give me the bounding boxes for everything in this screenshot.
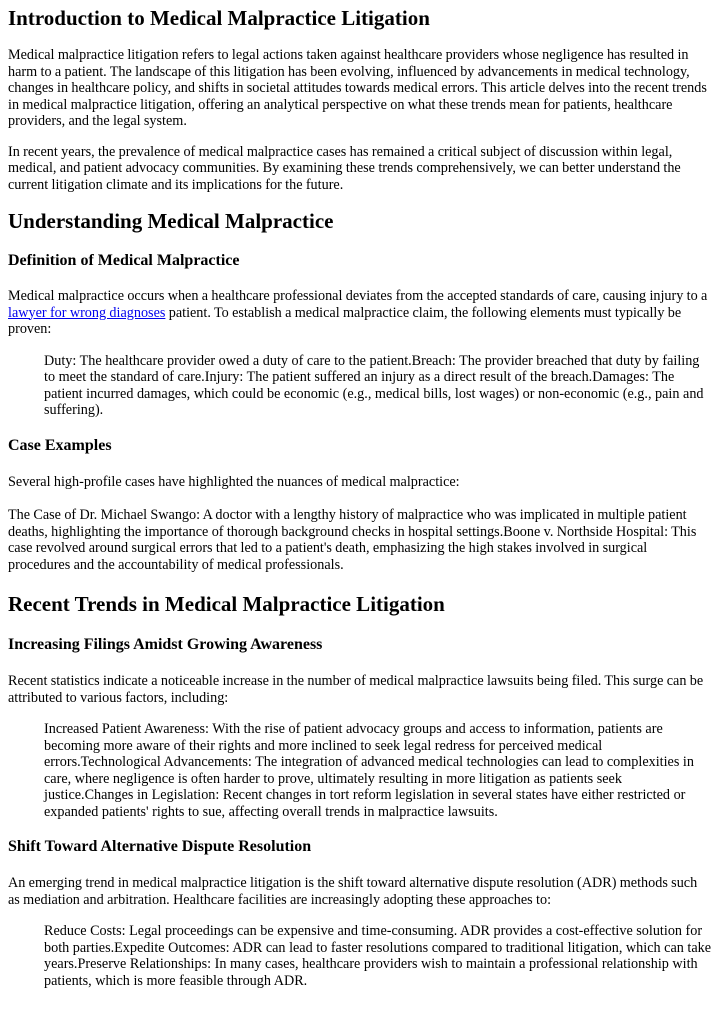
subheading-adr: Shift Toward Alternative Dispute Resolution <box>8 838 312 855</box>
intro-paragraph-1: Medical malpractice litigation refers to legal actions taken against healthcare providers whose negligence has resulted in harm to a patient. The landscape of this litigation has been evolving, influenced by advancements in medical technology, changes in healthcare policy, and shifts in societal attitudes towards medical errors. This article delves into the recent trends in medical malpractice litigation, offering an analytical perspective on what these trends mean for patients, healthcare providers, and the legal system. <box>8 47 707 129</box>
case-examples-list: The Case of Dr. Michael Swango: A doctor with a lengthy history of malpractice who was implicated in multiple patient deaths, highlighting the importance of thorough background checks in hospital settings.Boone v. Northside Hospital: This case revolved around surgical errors that led to a patient's death, emphasizing the high stakes involved in surgical procedures and the accountability of medical professionals. <box>8 507 697 573</box>
adr-benefits-blockquote: Reduce Costs: Legal proceedings can be expensive and time-consuming. ADR provides a cost-effective solution for both parties.Expedite Outcomes: ADR can lead to faster resolutions compared to traditional litigation, which can take years.Preserve Relationships: In many cases, healthcare providers wish to maintain a professional relationship with patients, which is more feasible through ADR. <box>44 923 712 989</box>
section-heading-understanding: Understanding Medical Malpractice <box>8 209 334 233</box>
definition-text-before: Medical malpractice occurs when a healthcare professional deviates from the accepted standards of care, causing injury to a <box>8 288 708 304</box>
claim-elements-blockquote: Duty: The healthcare provider owed a duty of care to the patient.Breach: The provider breached that duty by failing to meet the standard of care.Injury: The patient suffered an injury as a direct result of the breach.Damages: The patient incurred damages, which could be economic (e.g., medical bills, lost wages) or non-economic (e.g., pain and suffering). <box>44 352 704 418</box>
intro-paragraph-2: In recent years, the prevalence of medical malpractice cases has remained a critical subject of discussion within legal, medical, and patient advocacy communities. By examining these trends comprehensively, we can better understand the current litigation climate and its implications for the future. <box>8 143 681 193</box>
section-heading-trends: Recent Trends in Medical Malpractice Litigation <box>8 592 445 616</box>
subheading-case-examples: Case Examples <box>8 436 112 454</box>
subheading-filings: Increasing Filings Amidst Growing Awareness <box>8 636 323 653</box>
definition-text-after: patient. To establish a medical malpractice claim, the following elements must typically be proven: <box>8 304 682 337</box>
definition-paragraph <box>8 288 712 338</box>
filings-paragraph: Recent statistics indicate a noticeable increase in the number of medical malpractice lawsuits being filed. This surge can be attributed to various factors, including: <box>8 673 704 706</box>
adr-paragraph: An emerging trend in medical malpractice litigation is the shift toward alternative dispute resolution (ADR) methods such as mediation and arbitration. Healthcare facilities are increasingly adopting these approaches to: <box>8 875 698 908</box>
subheading-definition: Definition of Medical Malpractice <box>8 252 240 269</box>
wrong-diagnoses-lawyer-link[interactable]: lawyer for wrong diagnoses <box>8 304 166 321</box>
case-examples-intro: Several high-profile cases have highlighted the nuances of medical malpractice: <box>8 473 460 490</box>
filings-factors-blockquote: Increased Patient Awareness: With the rise of patient advocacy groups and access to information, patients are becoming more aware of their rights and more inclined to seek legal redress for perceived medical errors.Technological Advancements: The integration of advanced medical technologies can lead to complexities in care, where negligence is often harder to prove, ultimately resulting in more litigation as patients seek justice.Changes in Legislation: Recent changes in tort reform legislation in several states have either restricted or expanded patients' rights to sue, affecting overall trends in malpractice lawsuits. <box>44 721 694 820</box>
article <box>0 5 720 989</box>
page-title: Introduction to Medical Malpractice Litigation <box>8 6 430 30</box>
